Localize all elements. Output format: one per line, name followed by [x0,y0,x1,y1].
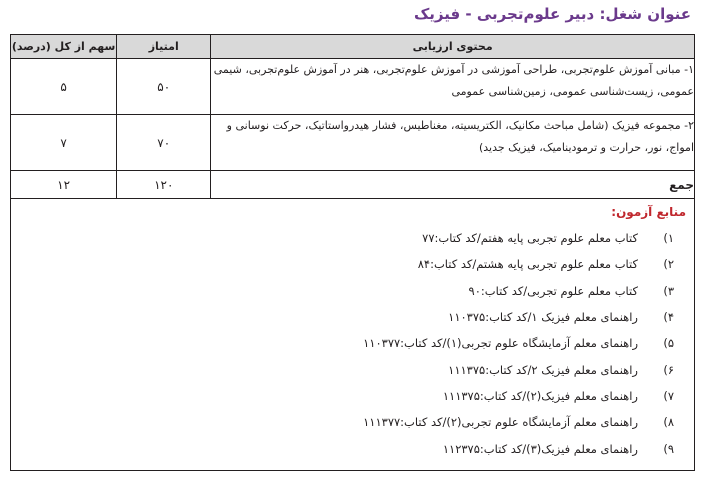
table-row [11,59,695,115]
source-number: ۷) [663,388,674,403]
sources-list [11,225,694,462]
source-text: راهنمای معلم فیزیک ۱/کد کتاب:۱۱۰۳۷۵ [448,310,638,325]
source-number: ۶) [663,362,674,377]
header-content: محتوی ارزیابی [211,35,695,59]
row-content: ۱- مبانی آموزش علوم‌تجربی، طراحی آموزشی در آموزش علوم‌تجربی، هنر در آموزش علوم‌تجربی، شیمی عمومی، زیست‌شناسی عمومی، زمین‌شناسی عمومی [211,59,695,115]
total-score: ۱۲۰ [117,171,211,199]
sources-heading: منابع آزمون: [611,205,686,219]
source-text: کتاب معلم علوم تجربی پایه هفتم/کد کتاب:۷۷ [422,231,638,246]
list-item [11,330,674,356]
row-score: ۵۰ [117,59,211,115]
source-text: راهنمای معلم فیزیک(۳)/کد کتاب:۱۱۲۳۷۵ [442,441,638,456]
header-share: سهم از کل (درصد) [11,35,117,59]
row-share: ۷ [11,115,117,171]
list-item [11,225,674,251]
source-number: ۹) [663,441,674,456]
list-item [11,278,674,304]
list-item [11,251,674,277]
source-text: راهنمای معلم فیزیک(۲)/کد کتاب:۱۱۱۳۷۵ [442,388,638,403]
total-label: جمع [211,171,695,199]
source-number: ۲) [663,257,674,272]
sources-row [11,199,695,471]
evaluation-table [10,34,695,471]
sources-cell [11,199,695,471]
table-row [11,115,695,171]
source-text: راهنمای معلم آزمایشگاه علوم تجربی(۲)/کد کتاب:۱۱۱۳۷۷ [363,415,638,430]
source-text: کتاب معلم علوم تجربی/کد کتاب:۹۰ [468,283,638,298]
row-score: ۷۰ [117,115,211,171]
table-header-row [11,35,695,59]
source-number: ۴) [663,310,674,325]
total-row [11,171,695,199]
list-item [11,383,674,409]
list-item [11,409,674,435]
total-share: ۱۲ [11,171,117,199]
list-item [11,435,674,461]
source-number: ۵) [663,336,674,351]
source-text: راهنمای معلم آزمایشگاه علوم تجربی(۱)/کد کتاب:۱۱۰۳۷۷ [363,336,638,351]
page-title: عنوان شغل: دبیر علوم‌تجربی - فیزیک [413,5,691,23]
source-number: ۳) [663,283,674,298]
header-score: امتیاز [117,35,211,59]
row-content: ۲- مجموعه فیزیک (شامل مباحث مکانیک، الکتریسیته، مغناطیس، فشار هیدرواستاتیک، حرکت نوسانی و امواج، نور، حرارت و ترمودینامیک، فیزیک جدید) [211,115,695,171]
source-number: ۱) [663,231,674,246]
source-number: ۸) [663,415,674,430]
list-item [11,304,674,330]
list-item [11,356,674,382]
source-text: راهنمای معلم فیزیک ۲/کد کتاب:۱۱۱۳۷۵ [448,362,638,377]
source-text: کتاب معلم علوم تجربی پایه هشتم/کد کتاب:۸۴ [417,257,638,272]
row-share: ۵ [11,59,117,115]
